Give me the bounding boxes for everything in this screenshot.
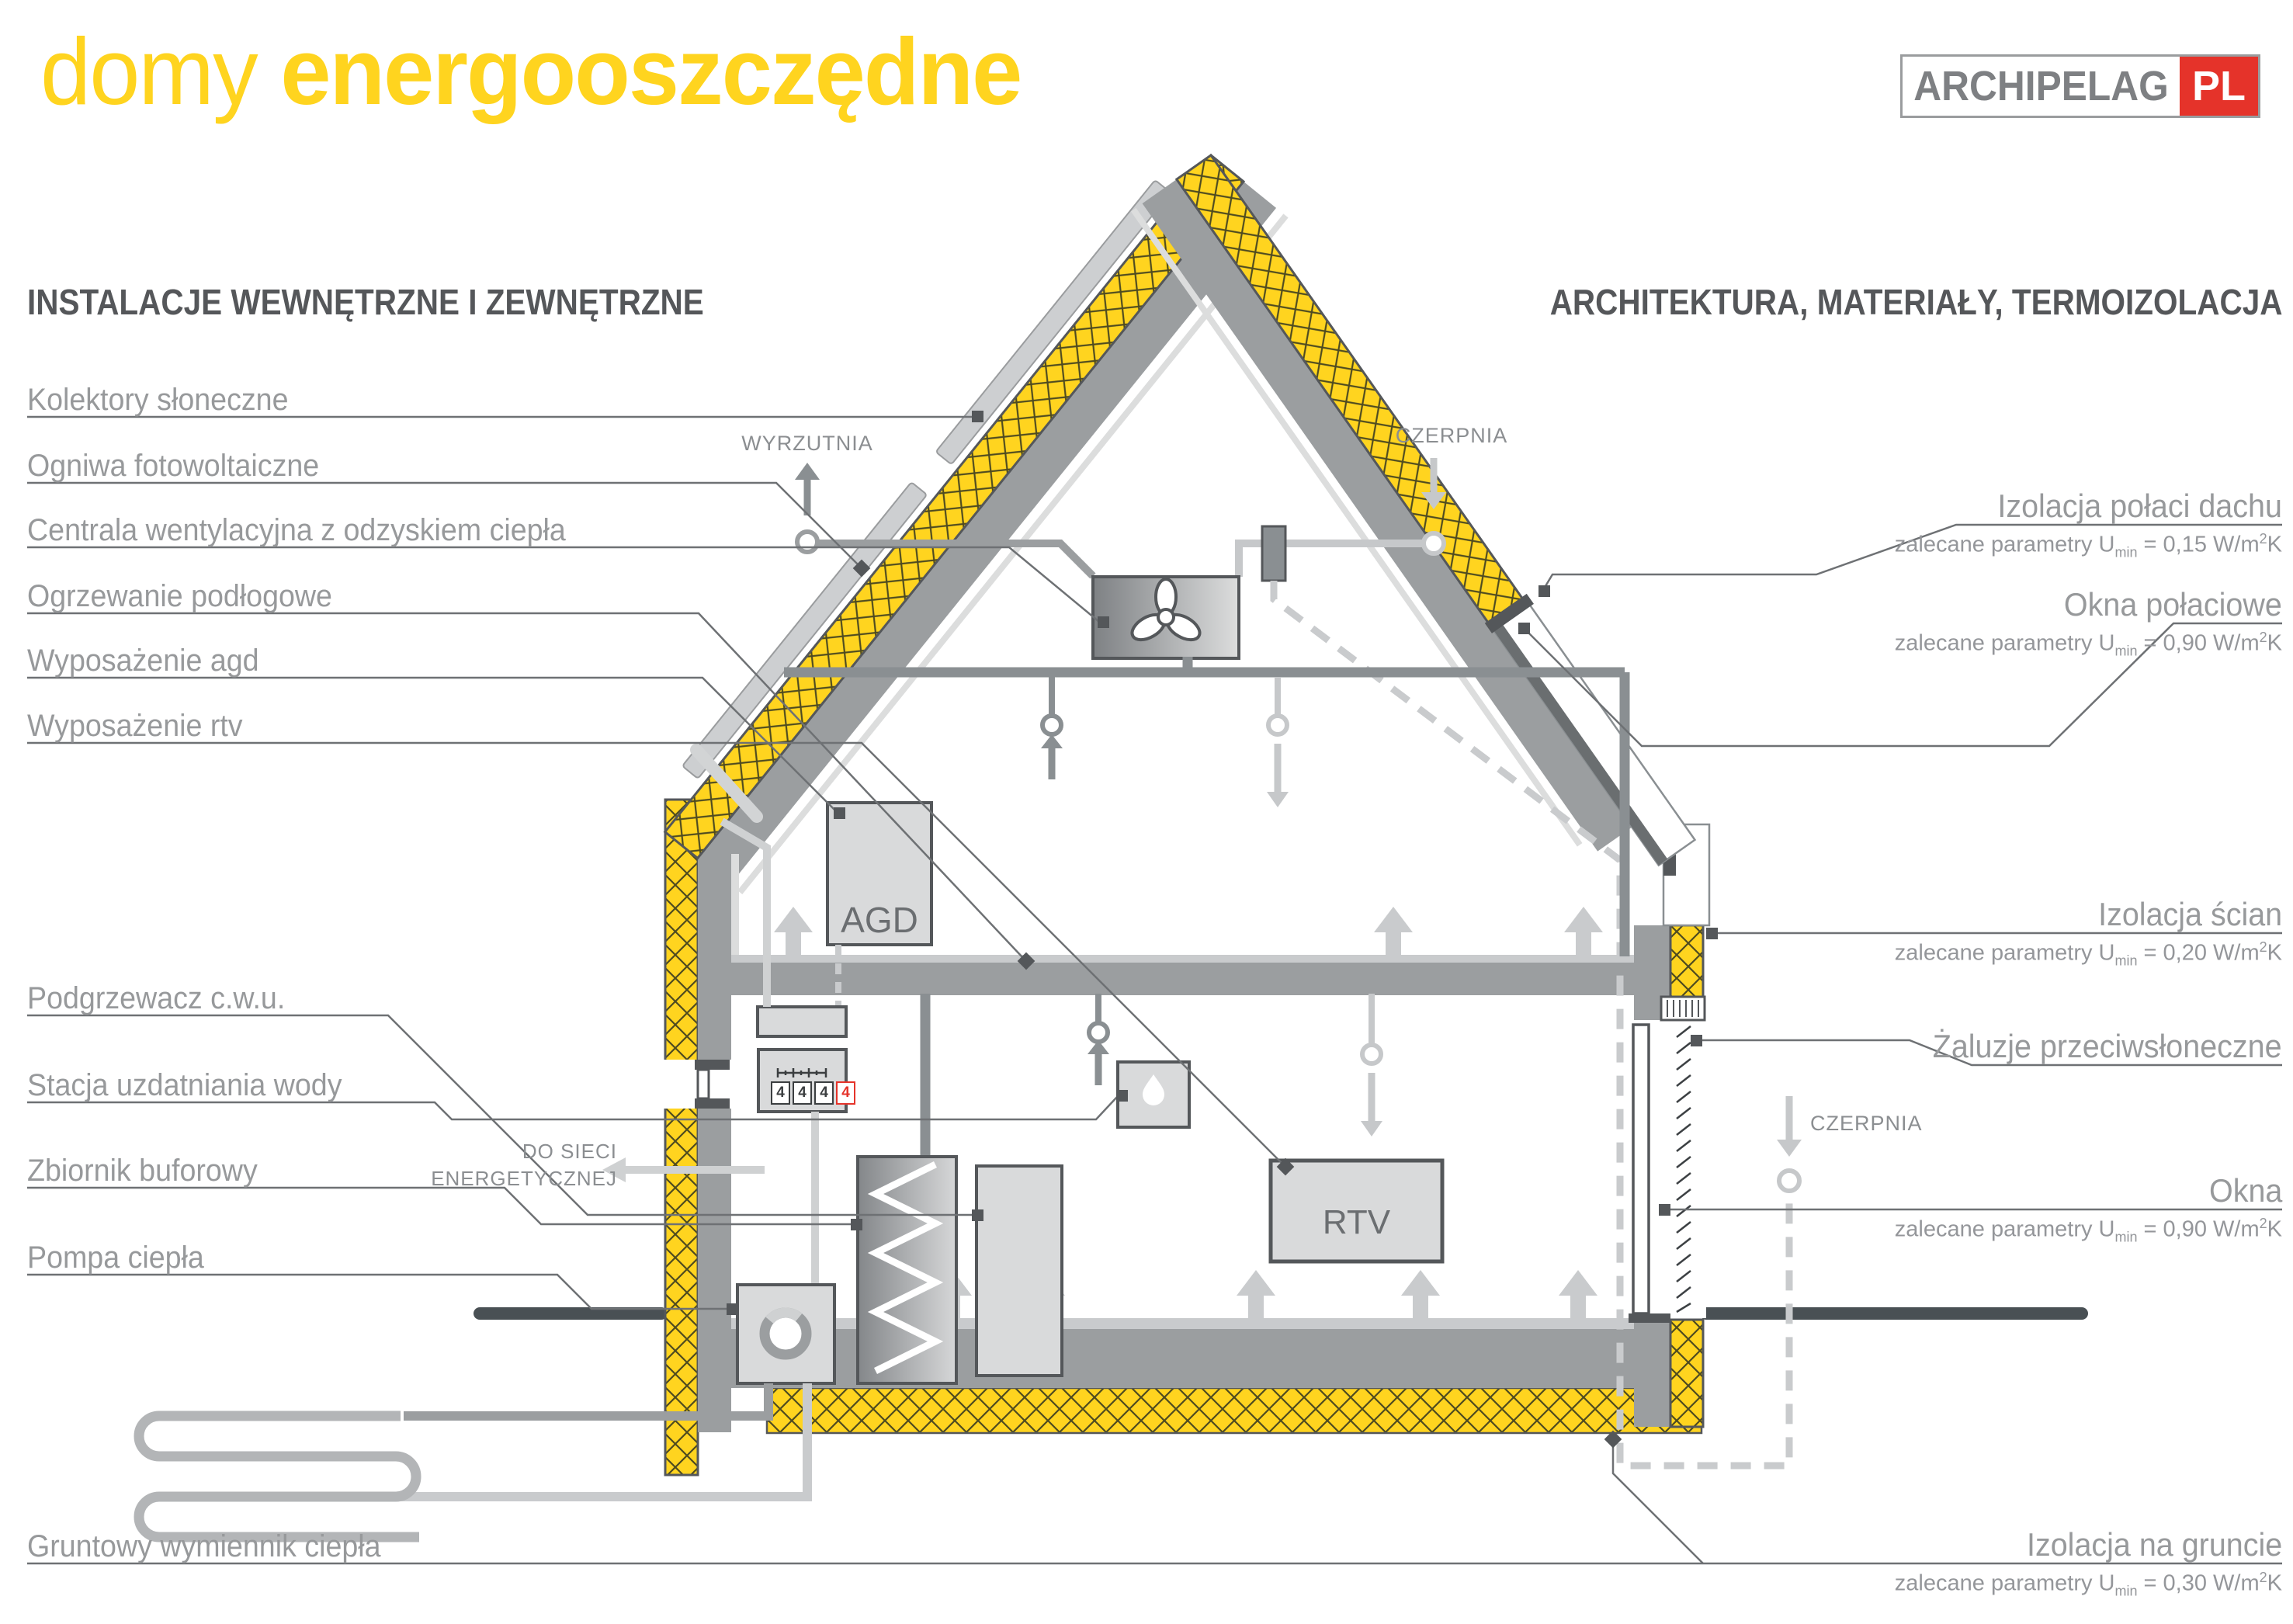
roof-interior-finish-line-right: [1131, 208, 1583, 847]
param-ground-insulation: zalecane parametry $U_{min} = 0,30$ $W/m^2K$: [1894, 1570, 2282, 1599]
ground-coil: [139, 1416, 419, 1537]
dhw-heater-tank: [977, 1166, 1062, 1376]
label-ventilation-unit: Centrala wentylacyjna z odzyskiem ciepła: [27, 513, 566, 547]
archipelag-logo: [1900, 54, 2260, 118]
label-rtv: RTV: [1322, 1203, 1391, 1241]
label-roof-insulation: Izolacja połaci dachu: [1997, 488, 2282, 524]
meter-digit-red: 4: [836, 1081, 855, 1105]
label-wyrzutnia: WYRZUTNIA: [741, 432, 873, 455]
param-windows: zalecane parametry $U_{min} = 0,90$ $W/m^2K$: [1894, 1216, 2282, 1245]
meter-digit: 4: [771, 1081, 790, 1105]
label-agd: AGD: [841, 900, 918, 940]
label-water-treatment: Stacja uzdatniania wody: [27, 1068, 342, 1102]
extract-vent-arrow: [1041, 734, 1063, 748]
right-wall: [1629, 824, 1709, 1427]
duct-damper: [1262, 526, 1285, 581]
title-bold: energooszczędne: [280, 19, 1022, 124]
up-arrow-icon: [795, 463, 820, 480]
title-light: domy: [40, 19, 257, 124]
label-wall-insulation: Izolacja ścian: [2098, 896, 2282, 932]
label-grid-line1: DO SIECI: [522, 1140, 617, 1163]
label-floor-heating: Ogrzewanie podłogowe: [27, 579, 332, 613]
param-roof-insulation: zalecane parametry $U_{min} = 0,15$ $W/m^2K$: [1894, 531, 2282, 560]
label-ground-insulation: Izolacja na gruncie: [2026, 1526, 2282, 1563]
meter-counter: [771, 1081, 855, 1105]
roof-insulation-right: [1177, 155, 1525, 625]
label-heat-pump: Pompa ciepła: [27, 1241, 204, 1275]
roof-structure-right: [1143, 179, 1632, 852]
down-arrow-icon: [1777, 1140, 1802, 1157]
label-czerpnia-top: CZERPNIA: [1395, 424, 1508, 447]
heading-architecture: ARCHITEKTURA, MATERIAŁY, TERMOIZOLACJA: [1549, 282, 2282, 322]
roof-insulation-left: [665, 155, 1244, 859]
label-czerpnia-right: CZERPNIA: [1810, 1112, 1923, 1135]
label-roof-windows: Okna połaciowe: [2064, 586, 2282, 623]
junction-box: [758, 1007, 846, 1036]
label-buffer-tank: Zbiornik buforowy: [27, 1154, 258, 1188]
czerpnia-right-symbol: [1777, 1096, 1802, 1191]
label-rtv-equipment: Wyposażenie rtv: [27, 709, 243, 743]
label-dhw-heater: Podgrzewacz c.w.u.: [27, 981, 286, 1015]
logo-tld-badge: PL: [2180, 57, 2258, 116]
label-solar-collectors: Kolektory słoneczne: [27, 383, 289, 417]
left-wall: [656, 800, 741, 1475]
right-roof: [1131, 151, 1698, 897]
label-ground-exchanger: Gruntowy wymiennik ciepła: [27, 1529, 381, 1563]
label-photovoltaic-cells: Ogniwa fotowoltaiczne: [27, 449, 320, 483]
meter-digit: 4: [814, 1081, 834, 1105]
heading-installations: INSTALACJE WEWNĘTRZNE I ZEWNĘTRZNE: [27, 282, 704, 322]
page-title: [40, 17, 1021, 126]
logo-name: ARCHIPELAG: [1913, 63, 2169, 109]
ground-insulation-layer: [767, 1388, 1702, 1433]
label-grid-line2: ENERGETYCZNEJ: [431, 1167, 617, 1190]
label-agd-equipment: Wyposażenie agd: [27, 644, 259, 678]
param-roof-windows: zalecane parametry $U_{min} = 0,90$ $W/m^2K$: [1894, 630, 2282, 659]
supply-vent-arrow: [1267, 792, 1289, 807]
param-wall-insulation: zalecane parametry $U_{min} = 0,20$ $W/m^2K$: [1894, 939, 2282, 969]
label-sun-blinds: Żaluzje przeciwsłoneczne: [1933, 1028, 2282, 1064]
label-windows: Okna: [2208, 1172, 2282, 1209]
meter-digit: 4: [793, 1081, 812, 1105]
